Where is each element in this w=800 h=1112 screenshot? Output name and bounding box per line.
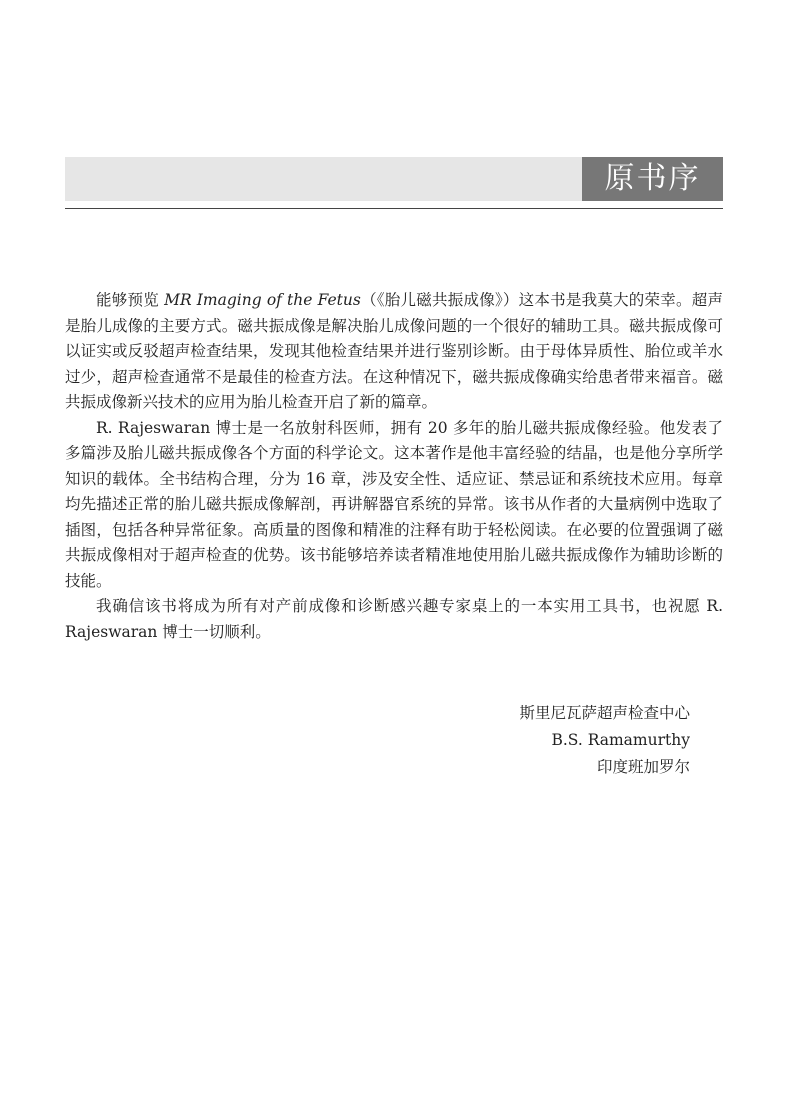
section-header bbox=[65, 157, 723, 201]
paragraph-1 bbox=[65, 288, 723, 416]
paragraph-2: R. Rajeswaran 博士是一名放射科医师，拥有 20 多年的胎儿磁共振成像经验。他发表了多篇涉及胎儿磁共振成像各个方面的科学论文。这本著作是他丰富经验的结晶，也是他分享所学知识的载体。全书结构合理，分为 16 章，涉及安全性、适应证、禁忌证和系统技术应用。每章均先描述正常的胎儿磁共振成像解剖，再讲解器官系统的异常。该书从作者的大量病例中选取了插图，包括各种异常征象。高质量的图像和精准的注释有助于轻松阅读。在必要的位置强调了磁共振成像相对于超声检查的优势。该书能够培养读者精准地使用胎儿磁共振成像作为辅助诊断的技能。 bbox=[65, 418, 723, 590]
header-divider bbox=[65, 208, 723, 209]
paragraph-1-rest: （《胎儿磁共振成像》）这本书是我莫大的荣幸。超声是胎儿成像的主要方式。磁共振成像是解决胎儿成像问题的一个很好的辅助工具。磁共振成像可以证实或反驳超声检查结果，发现其他检查结果并进行鉴别诊断。由于母体异质性、胎位或羊水过少，超声检查通常不是最佳的检查方法。在这种情况下，磁共振成像确实给患者带来福音。磁共振成像新兴技术的应用为胎儿检查开启了新的篇章。 bbox=[65, 291, 723, 411]
book-title-english: MR Imaging of the Fetus bbox=[164, 291, 361, 309]
preface-body bbox=[65, 288, 723, 645]
signature-organization: 斯里尼瓦萨超声检查中心 bbox=[519, 704, 690, 722]
page-title: 原书序 bbox=[582, 157, 723, 201]
paragraph-1-lead: 能够预览 bbox=[96, 291, 165, 309]
signature-location: 印度班加罗尔 bbox=[596, 758, 690, 776]
paragraph-3: 我确信该书将成为所有对产前成像和诊断感兴趣专家桌上的一本实用工具书，也祝愿 R. Rajeswaran 博士一切顺利。 bbox=[65, 597, 723, 641]
signature-block bbox=[519, 700, 690, 781]
signature-name: B.S. Ramamurthy bbox=[551, 731, 690, 749]
